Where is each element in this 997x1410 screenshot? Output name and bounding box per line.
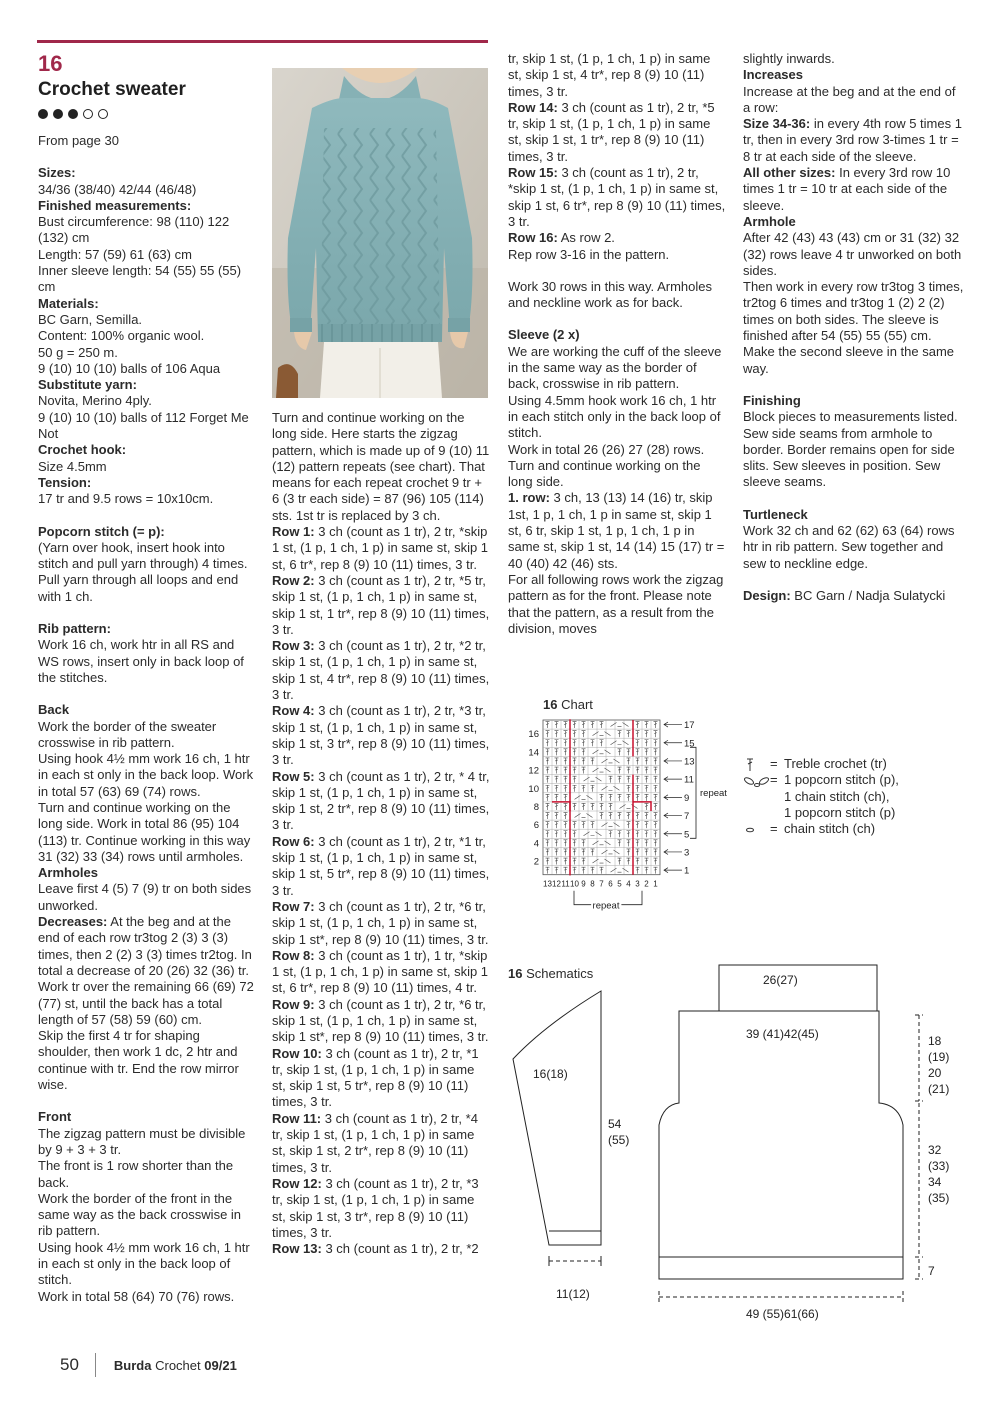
chart-title — [543, 697, 593, 712]
chart-column-label: 12 — [552, 879, 561, 889]
body-height-value: 32 — [928, 1143, 942, 1157]
instruction-paragraph — [272, 573, 490, 638]
instruction-paragraph — [38, 247, 256, 263]
schematic-diagram — [505, 955, 935, 1330]
sweater-photo — [272, 68, 488, 398]
chart-row-label: 6 — [533, 820, 539, 832]
body-height-value: (35) — [928, 1191, 950, 1205]
row-label: Size 34-36: — [743, 116, 811, 132]
section-heading: Rib pattern: — [38, 621, 111, 637]
instruction-text: Work tr over the remaining 66 (69) 72 (77) st, until the back has a total length of 57 (58) 59 (60) cm. — [38, 979, 254, 1027]
paragraph-gap — [743, 377, 965, 393]
section-heading: Front — [38, 1109, 72, 1125]
body-height-value: 34 — [928, 1175, 942, 1189]
instruction-paragraph — [272, 997, 490, 1046]
chart-row-arrow — [664, 813, 682, 818]
chart-row-arrow — [664, 868, 682, 873]
chart-column-label: 7 — [599, 879, 604, 889]
column-3 — [508, 51, 726, 637]
instruction-paragraph — [38, 1240, 256, 1289]
instruction-text: 3 ch (count as 1 tr), 2 tr, *5 tr, skip 1 st, (1 p, 1 ch, 1 p) in same st, skip 1 st, 1 tr*, rep 8 (9) 10 (11) times, 3 tr. — [508, 99, 715, 164]
chart-column-label: 6 — [608, 879, 613, 889]
row-label: Row 10: — [272, 1045, 322, 1061]
instruction-text: Content: 100% organic wool. — [38, 328, 205, 344]
armhole-value: (19) — [928, 1050, 950, 1064]
section-heading: Materials: — [38, 295, 99, 311]
border-dimension — [915, 1259, 923, 1279]
instruction-text: 17 tr and 9.5 rows = 10x10cm. — [38, 491, 214, 507]
instruction-paragraph — [38, 1126, 256, 1159]
instruction-text: 3 ch (count as 1 tr), 1 tr, *skip 1 st, (1 p, 1 ch, 1 p) in same st, skip 1 st, 6 tr*, rep 8 (9) 10 (11) times, 4 tr. — [272, 947, 489, 996]
column-2 — [272, 410, 490, 1257]
instruction-text: tr, skip 1 st, (1 p, 1 ch, 1 p) in same st, skip 1 st, 4 tr*, rep 8 (9) 10 (11) times, 3 tr. — [508, 51, 711, 99]
chart-row-label: 16 — [528, 729, 539, 741]
instruction-text: Work 32 ch and 62 (62) 63 (64) rows htr in rib pattern. Sew together and sew to neckline edge. — [743, 523, 955, 571]
row-label: Row 13: — [272, 1241, 322, 1257]
instruction-text: 3 ch, 13 (13) 14 (16) tr, skip 1st, 1 p, 1 ch, 1 p in same st, skip 1 st, 6 tr, skip 1 st, 1 p, 1 ch, 1 p in same st, skip 1 st, 14 (14) 15 (17) tr = 40 (40) 42 (46) sts. — [508, 490, 725, 571]
instruction-paragraph — [743, 279, 965, 344]
row-label: Row 5: — [272, 768, 315, 784]
instruction-text: The front is 1 row shorter than the back. — [38, 1158, 234, 1190]
chart-row-arrow — [664, 795, 682, 800]
instruction-paragraph — [743, 165, 965, 214]
instruction-paragraph — [38, 182, 256, 198]
instruction-text: Block pieces to measurements listed. Sew side seams from armhole to border. Border remains open for side slits. Sew sleeves in position. Sew sleeve seams. — [743, 409, 958, 490]
row-label: Row 14: — [508, 99, 558, 115]
row-label: Row 1: — [272, 524, 315, 540]
chart-number: 16 — [543, 697, 558, 712]
section-heading: Crochet hook: — [38, 442, 127, 458]
collar-outline — [719, 965, 877, 1011]
instruction-text: 3 ch (count as 1 tr), 2 tr, *1 tr, skip 1 st, (1 p, 1 ch, 1 p) in same st, skip 1 st, 5 tr*, rep 8 (9) 10 (11) times, 3 tr. — [272, 1045, 479, 1110]
instruction-paragraph — [508, 442, 726, 491]
instruction-paragraph — [272, 524, 490, 573]
instruction-paragraph — [272, 834, 490, 899]
instruction-paragraph — [272, 948, 490, 997]
instruction-text: Work the border of the sweater crosswise in rib pattern. — [38, 718, 217, 750]
instruction-text: Turn and continue working on the long side. Work in total 86 (95) 104 (113) tr. Continue working in this way 31 (32) 33 (34) rows until armholes. — [38, 799, 251, 864]
border-label: 7 — [928, 1264, 935, 1278]
instruction-paragraph — [38, 637, 256, 686]
header-accent-rule — [37, 40, 488, 43]
difficulty-dot — [98, 109, 108, 119]
armhole-dimension — [915, 1015, 923, 1101]
instruction-text: 9 (10) 10 (10) balls of 106 Aqua — [38, 360, 221, 376]
instruction-text: In every 3rd row 10 times 1 tr = 10 tr at each side of the sleeve. — [743, 165, 951, 213]
instruction-paragraph — [38, 1028, 256, 1093]
width-label: 49 (55)61(66) — [746, 1307, 819, 1321]
schematics-number: 16 — [508, 966, 523, 981]
instruction-text: (Yarn over hook, insert hook into stitch and pull yarn through) 4 times. Pull yarn through all loops and end with 1 ch. — [38, 539, 248, 604]
treble-crochet-symbol-icon — [742, 756, 770, 772]
from-page: From page 30 — [38, 133, 119, 148]
instruction-text: slightly inwards. — [743, 51, 835, 66]
instruction-paragraph — [38, 979, 256, 1028]
paragraph-gap — [508, 311, 726, 327]
instruction-paragraph — [272, 1111, 490, 1176]
row-label: Row 16: — [508, 230, 558, 246]
chart-row-label: 14 — [528, 747, 539, 759]
instruction-paragraph — [508, 247, 726, 263]
chart-row-arrow — [664, 722, 682, 727]
row-label: Row 6: — [272, 833, 315, 849]
armhole-value: (21) — [928, 1082, 950, 1096]
instruction-text: 3 ch (count as 1 tr), 2 tr, *2 — [321, 1241, 479, 1257]
instruction-paragraph — [38, 1158, 256, 1191]
instruction-text: Make the second sleeve in the same way. — [743, 344, 955, 376]
width-dimension — [659, 1291, 903, 1303]
armhole-label — [928, 1033, 949, 1097]
instruction-text: BC Garn, Semilla. — [38, 311, 143, 327]
instruction-text: Rep row 3-16 in the pattern. — [508, 246, 670, 262]
body-height-value: (33) — [928, 1159, 950, 1173]
instruction-text: Increase at the beg and at the end of a row: — [743, 83, 956, 115]
chart-column-label: 11 — [561, 879, 570, 889]
chart-label: Chart — [561, 697, 593, 712]
armhole-value: 20 — [928, 1066, 942, 1080]
instruction-paragraph — [508, 51, 726, 100]
shoulder-label: 39 (41)42(45) — [746, 1027, 819, 1041]
body-height-dimension — [915, 1103, 923, 1257]
instruction-paragraph — [38, 263, 256, 296]
row-label: 1. row: — [508, 490, 550, 506]
sleeve-cuff-label: 11(12) — [556, 1287, 590, 1301]
row-label: Decreases: — [38, 914, 108, 930]
section-heading: Tension: — [38, 474, 92, 490]
page-number: 50 — [60, 1355, 79, 1374]
sleeve-length-label — [608, 1116, 629, 1148]
instruction-text: Using hook 4½ mm work 16 ch, 1 htr in each st only in the back loop. Work in total 57 (63) 69 (74) rows. — [38, 751, 254, 799]
row-label: Row 12: — [272, 1175, 322, 1191]
collar-label: 26(27) — [763, 973, 798, 987]
chart-column-label: 9 — [581, 879, 586, 889]
paragraph-gap — [38, 1093, 256, 1109]
instruction-text: The zigzag pattern must be divisible by 9 + 3 + 3 tr. — [38, 1125, 246, 1157]
brand-name: Burda — [113, 1357, 152, 1373]
chart-legend — [742, 756, 899, 837]
instruction-paragraph — [38, 1289, 256, 1305]
instruction-text: 3 ch (count as 1 tr), 2 tr, *skip 1 st, (1 p, 1 ch, 1 p) in same st, skip 1 st, 6 tr*, rep 8 (9) 10 (11) times, 3 tr. — [272, 524, 489, 572]
section-heading: Turtleneck — [743, 506, 808, 522]
instruction-text: Novita, Merino 4ply. — [38, 393, 152, 409]
body-outline — [659, 1011, 903, 1279]
chart-row-label: 2 — [533, 856, 539, 868]
chart-row-label: 11 — [684, 774, 694, 786]
page-footer — [60, 1353, 237, 1377]
section-heading: Finishing — [743, 392, 801, 408]
column-1-body — [38, 165, 256, 1305]
legend-text: 1 popcorn stitch (p) — [784, 804, 896, 820]
instruction-paragraph — [508, 344, 726, 393]
instruction-paragraph — [38, 719, 256, 752]
sleeve-length-value: (55) — [608, 1133, 630, 1147]
chart-column-label: 10 — [570, 879, 579, 889]
legend-row: = chain stitch (ch) — [742, 821, 899, 837]
row-label: Row 8: — [272, 947, 315, 963]
instruction-text: Bust circumference: 98 (110) 122 (132) cm — [38, 214, 230, 246]
instruction-paragraph — [38, 393, 256, 409]
chart-row-label: 17 — [684, 720, 695, 732]
chart-row-label: 13 — [684, 756, 695, 768]
row-label: Row 9: — [272, 996, 315, 1012]
instruction-paragraph — [508, 490, 726, 571]
instruction-text: Using 4.5mm hook work 16 ch, 1 htr in each stitch only in the back loop of stitch. — [508, 392, 721, 441]
instruction-paragraph — [508, 393, 726, 442]
instruction-paragraph — [743, 588, 965, 604]
instruction-text: BC Garn / Nadja Sulatycki — [790, 587, 946, 603]
instruction-paragraph — [508, 230, 726, 246]
instruction-paragraph — [743, 84, 965, 117]
legend-row: = Treble crochet (tr) — [742, 756, 899, 772]
page-title: Crochet sweater — [38, 79, 186, 100]
instruction-paragraph — [272, 638, 490, 703]
row-label: Row 7: — [272, 898, 315, 914]
chart-column-label: 13 — [543, 879, 552, 889]
section-heading: Increases — [743, 67, 803, 83]
stitch-chart — [520, 712, 740, 917]
column-2-body — [272, 410, 490, 1257]
sleeve-top-label: 16(18) — [533, 1067, 568, 1081]
chart-row-arrow — [664, 777, 682, 782]
legend-row — [742, 805, 899, 821]
instruction-paragraph — [272, 769, 490, 834]
chart-row-label: 7 — [684, 811, 690, 823]
instruction-paragraph — [743, 409, 965, 490]
chart-column-label: 5 — [617, 879, 622, 889]
difficulty-rating — [38, 109, 108, 119]
instruction-text: Work in total 26 (26) 27 (28) rows. Turn and continue working on the long side. — [508, 441, 705, 490]
instruction-text: 3 ch (count as 1 tr), 2 tr, *4 tr, skip 1 st, (1 p, 1 ch, 1 p) in same st, skip 1 st, 2 tr*, rep 8 (9) 10 (11) times, 3 tr. — [272, 1110, 478, 1175]
instruction-paragraph — [38, 1191, 256, 1240]
legend-row: = 1 popcorn stitch (p), — [742, 772, 899, 788]
section-heading: Popcorn stitch (= p): — [38, 523, 165, 539]
legend-text: 1 popcorn stitch (p), — [784, 772, 899, 788]
chart-row-arrow — [664, 849, 682, 854]
instruction-paragraph — [38, 540, 256, 605]
instruction-paragraph — [272, 410, 490, 524]
instruction-text: For all following rows work the zigzag pattern as for the front. Please note that the pattern, as a result from the division, moves — [508, 571, 724, 636]
chain-stitch-symbol-icon — [742, 821, 770, 837]
sleeve-length-value: 54 — [608, 1117, 622, 1131]
instruction-text: 3 ch (count as 1 tr), 2 tr, *6 tr, skip 1 st, (1 p, 1 ch, 1 p) in same st, skip 1 st*, rep 8 (9) 10 (11) times, 3 tr. — [272, 996, 489, 1045]
section-heading: Sleeve (2 x) — [508, 327, 580, 343]
row-label: Row 15: — [508, 165, 558, 181]
paragraph-gap — [743, 572, 965, 588]
instruction-text: 3 ch (count as 1 tr), 2 tr, *6 tr, skip 1 st, (1 p, 1 ch, 1 p) in same st, skip 1 st*, rep 8 (9) 10 (11) times, 3 tr. — [272, 898, 489, 947]
sleeve-outline — [513, 991, 601, 1245]
instruction-paragraph — [743, 230, 965, 279]
instruction-text: 3 ch (count as 1 tr), 2 tr, *skip 1 st, (1 p, 1 ch, 1 p) in same st, skip 1 st, 6 tr*, rep 8 (9) 10 (11) times, 3 tr. — [508, 165, 726, 229]
magazine-name: Crochet — [155, 1357, 201, 1373]
instruction-text: 3 ch (count as 1 tr), 2 tr, * 4 tr, skip 1 st, (1 p, 1 ch, 1 p) in same st, skip 1 st, 2 tr*, rep 8 (9) 10 (11) times, 3 tr. — [272, 768, 490, 833]
instruction-text: Then work in every row tr3tog 3 times, tr2tog 6 times and tr3tog 1 (2) 2 (2) times on both sides. The sleeve is finished after 54 (55) 55 (55) cm. — [743, 279, 964, 344]
chart-row-label: 15 — [684, 738, 695, 750]
column-1 — [38, 133, 256, 1305]
instruction-paragraph — [38, 361, 256, 377]
footer-divider — [95, 1353, 96, 1377]
instruction-paragraph — [38, 491, 256, 507]
instruction-paragraph — [38, 410, 256, 443]
instruction-paragraph — [508, 279, 726, 312]
chart-row-label: 3 — [684, 847, 690, 859]
issue-number: 09/21 — [204, 1357, 237, 1373]
instruction-text: Size 4.5mm — [38, 458, 107, 474]
section-heading: Substitute yarn: — [38, 377, 137, 393]
pattern-number: 16 — [38, 51, 63, 76]
instruction-text: Work the border of the front in the same way as the back crosswise in rib pattern. — [38, 1190, 242, 1239]
difficulty-dot — [68, 109, 78, 119]
chart-row-label: 5 — [684, 829, 690, 841]
section-heading: Armhole — [743, 213, 796, 229]
instruction-text: 34/36 (38/40) 42/44 (46/48) — [38, 181, 197, 197]
chart-column-label: 2 — [644, 879, 649, 889]
column-3-body — [508, 51, 726, 637]
instruction-paragraph — [38, 214, 256, 247]
paragraph-gap — [38, 508, 256, 524]
instruction-paragraph — [272, 1241, 490, 1257]
instruction-paragraph — [38, 800, 256, 865]
repeat-label: repeat — [700, 787, 727, 799]
instruction-text: Using hook 4½ mm work 16 ch, 1 htr in each st only in the back loop of stitch. — [38, 1239, 250, 1288]
instruction-text: 3 ch (count as 1 tr), 2 tr, *2 tr, skip 1 st, (1 p, 1 ch, 1 p) in same st, skip 1 st, 4 tr*, rep 8 (9) 10 (11) times, 3 tr. — [272, 638, 490, 703]
repeat-label: repeat — [592, 900, 620, 912]
popcorn-group-symbol-icon — [742, 772, 770, 788]
instruction-text: Turn and continue working on the long side. Here starts the zigzag pattern, which is made up of 9 (10) 11 (12) pattern repeats (see chart). That means for each repeat crochet 9 tr + 6 (3 tr each side) = 87 (96) 105 (114) sts. 1st tr is replaced by 3 ch. — [272, 410, 490, 523]
row-label: All other sizes: — [743, 165, 836, 181]
chart-row-label: 10 — [528, 783, 539, 795]
instruction-text: Work 16 ch, work htr in all RS and WS rows, insert only in back loop of the stitches. — [38, 637, 244, 685]
chart-column-label: 8 — [590, 879, 595, 889]
magazine-brand — [114, 1358, 237, 1373]
instruction-paragraph — [272, 703, 490, 768]
instruction-text: 50 g = 250 m. — [38, 344, 118, 360]
row-label: Row 3: — [272, 638, 315, 654]
chart-row-arrow — [664, 831, 682, 836]
instruction-text: Leave first 4 (5) 7 (9) tr on both sides unworked. — [38, 881, 252, 913]
instruction-paragraph — [508, 572, 726, 637]
section-heading: Sizes: — [38, 165, 76, 181]
instruction-text: Inner sleeve length: 54 (55) 55 (55) cm — [38, 263, 242, 295]
instruction-text: After 42 (43) 43 (43) cm or 31 (32) 32 (32) rows leave 4 tr unworked on both sides. — [743, 230, 962, 278]
instruction-paragraph — [743, 116, 965, 165]
chart-column-label: 1 — [653, 879, 658, 889]
chart-row-label: 12 — [528, 765, 539, 777]
instruction-paragraph — [38, 914, 256, 979]
paragraph-gap — [508, 263, 726, 279]
legend-text: 1 chain stitch (ch), — [784, 788, 890, 804]
difficulty-dot — [83, 109, 93, 119]
instruction-text: 3 ch (count as 1 tr), 2 tr, *5 tr, skip 1 st, (1 p, 1 ch, 1 p) in same st, skip 1 st, 1 tr*, rep 8 (9) 10 (11) times, 3 tr. — [272, 572, 490, 637]
paragraph-gap — [38, 686, 256, 702]
instruction-paragraph — [743, 523, 965, 572]
instruction-text: We are working the cuff of the sleeve in the same way as the border of back, crosswise in rib pattern. — [508, 343, 722, 392]
difficulty-dot — [38, 109, 48, 119]
instruction-text: At the beg and at the end of each row tr3tog 2 (3) 3 (3) times, then 2 (2) 3 (3) times tr2tog. In total a decrease of 20 (26) 32 (36) tr. — [38, 914, 252, 978]
instruction-paragraph — [743, 344, 965, 377]
paragraph-gap — [743, 491, 965, 507]
instruction-text: As row 2. — [557, 230, 615, 246]
paragraph-gap — [38, 605, 256, 621]
instruction-paragraph — [508, 100, 726, 165]
chart-row-arrow — [664, 740, 682, 745]
instruction-paragraph — [272, 1176, 490, 1241]
instruction-paragraph — [743, 51, 965, 67]
row-label: Row 4: — [272, 703, 315, 719]
instruction-paragraph — [38, 881, 256, 914]
instruction-text: Work 30 rows in this way. Armholes and neckline work as for back. — [508, 278, 712, 311]
instruction-paragraph — [272, 899, 490, 948]
instruction-paragraph — [38, 345, 256, 361]
legend-row — [742, 789, 899, 805]
row-label: Row 2: — [272, 572, 315, 588]
section-heading: Finished measurements: — [38, 197, 192, 213]
instruction-paragraph — [38, 459, 256, 475]
section-heading: Armholes — [38, 865, 98, 881]
instruction-paragraph — [272, 1046, 490, 1111]
row-label: Row 11: — [272, 1110, 322, 1126]
difficulty-dot — [53, 109, 63, 119]
chart-row-label: 9 — [684, 792, 690, 804]
chart-column-label: 3 — [635, 879, 640, 889]
section-heading: Back — [38, 702, 70, 718]
instruction-text: 3 ch (count as 1 tr), 2 tr, *1 tr, skip 1 st, (1 p, 1 ch, 1 p) in same st, skip 1 st, 5 tr*, rep 8 (9) 10 (11) times, 3 tr. — [272, 833, 490, 898]
column-4-body — [743, 51, 965, 604]
instruction-text: Work in total 58 (64) 70 (76) rows. — [38, 1288, 235, 1304]
legend-text: chain stitch (ch) — [784, 821, 876, 837]
instruction-text: in every 4th row 5 times 1 tr, then in every 3rd row 3-times 1 tr = 8 tr at each side of the sleeve. — [743, 116, 962, 164]
row-label: Design: — [743, 587, 791, 603]
schematics-label: Schematics — [526, 966, 594, 981]
chart-row-label: 8 — [533, 801, 539, 813]
chart-row-arrow — [664, 758, 682, 763]
instruction-paragraph — [38, 312, 256, 328]
instruction-text: 9 (10) 10 (10) balls of 112 Forget Me Not — [38, 409, 249, 442]
column-4 — [743, 51, 965, 604]
instruction-text: 3 ch (count as 1 tr), 2 tr, *3 tr, skip 1 st, (1 p, 1 ch, 1 p) in same st, skip 1 st, 3 tr*, rep 8 (9) 10 (11) times, 3 tr. — [272, 703, 490, 768]
instruction-text: Skip the first 4 tr for shaping shoulder, then work 1 dc, 2 htr and continue with tr. End the row mirror wise. — [38, 1028, 239, 1093]
legend-text: Treble crochet (tr) — [784, 756, 887, 771]
instruction-text: Length: 57 (59) 61 (63) cm — [38, 246, 192, 262]
instruction-paragraph — [38, 751, 256, 800]
chart-row-label: 1 — [684, 865, 690, 877]
instruction-text: 3 ch (count as 1 tr), 2 tr, *3 tr, skip 1 st, (1 p, 1 ch, 1 p) in same st, skip 1 st, 3 tr*, rep 8 (9) 10 (11) times, 3 tr. — [272, 1175, 479, 1240]
armhole-value: 18 — [928, 1034, 942, 1048]
body-height-label — [928, 1142, 949, 1206]
instruction-paragraph — [508, 165, 726, 230]
instruction-paragraph — [38, 328, 256, 344]
chart-row-label: 4 — [533, 838, 539, 850]
chart-column-label: 4 — [626, 879, 631, 889]
